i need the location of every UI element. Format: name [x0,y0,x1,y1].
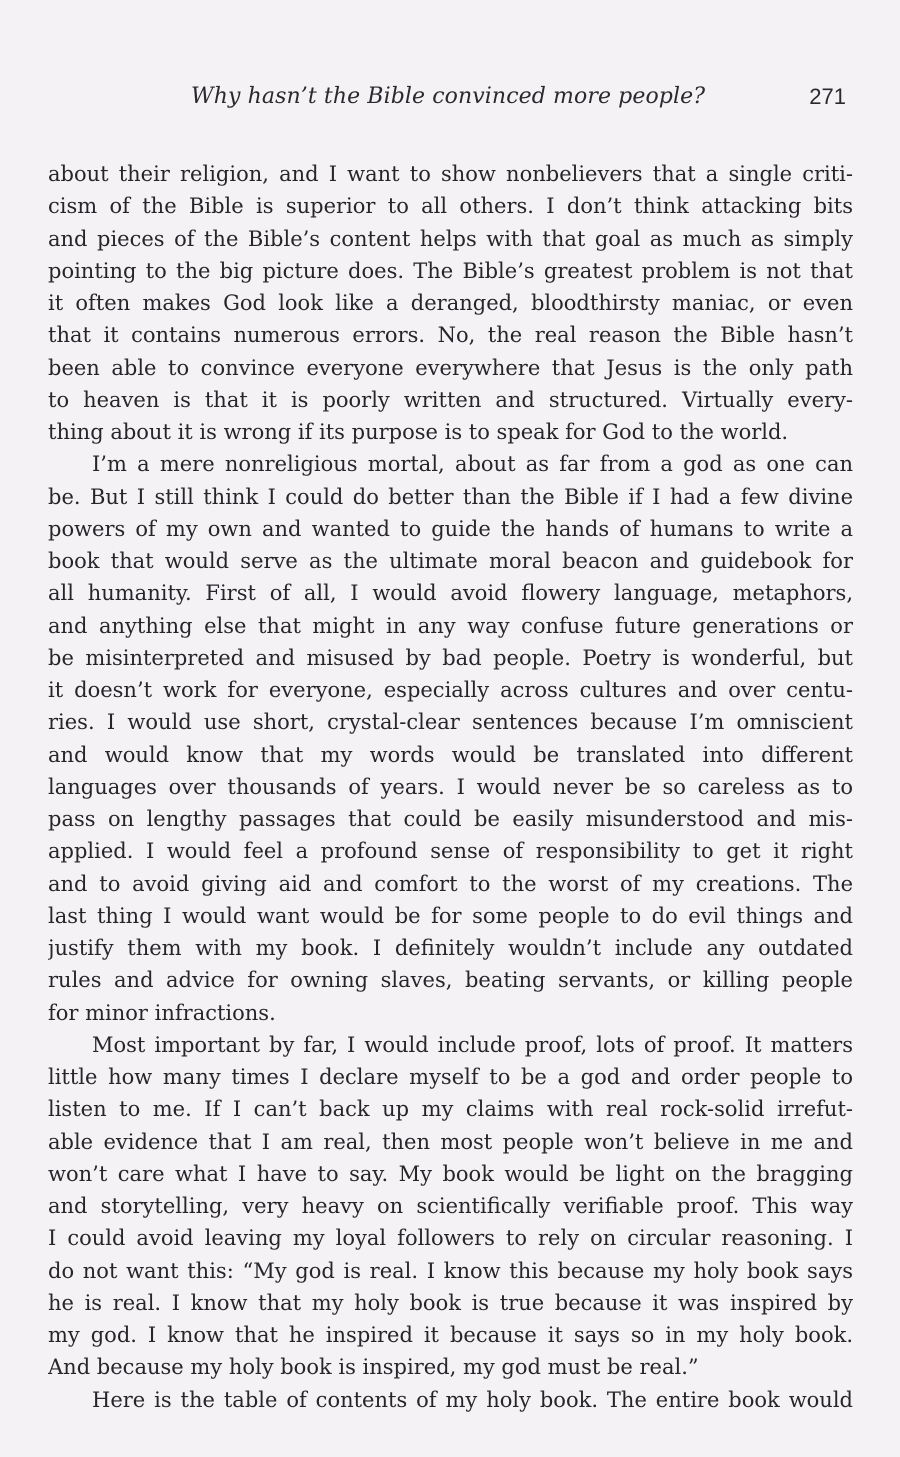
text-line: thing about it is wrong if its purpose is to speak for God to the world. [48,420,789,444]
text-line: all humanity. First of all, I would avoid flowery language, metaphors, [48,581,853,606]
text-line: about their religion, and I want to show nonbelievers that a single criti- [48,162,853,186]
text-line: last thing I would want would be for some people to do evil things and [48,903,853,928]
text-line: be. But I still think I could do better than the Bible if I had a few divine [48,484,853,509]
text-line: languages over thousands of years. I would never be so careless as to [48,774,853,799]
text-line: and storytelling, very heavy on scientifically verifiable proof. This way [48,1194,853,1218]
text-line: applied. I would feel a profound sense of responsibility to get it right [48,839,853,864]
paragraph [48,1029,853,1384]
text-line: little how many times I declare myself to be a god and order people to [48,1065,853,1089]
text-line: cism of the Bible is superior to all others. I don’t think attacking bits [48,194,853,219]
paragraph [48,448,853,1029]
text-line: do not want this: “My god is real. I know this because my holy book says [48,1258,853,1283]
text-line: Here is the table of contents of my holy book. The entire book would [92,1387,853,1412]
text-line: he is real. I know that my holy book is true because it was inspired by [48,1290,853,1315]
text-line: it often makes God look like a deranged, bloodthirsty maniac, or even [48,291,853,315]
text-line: listen to me. If I can’t back up my claims with real rock-solid irrefut- [48,1097,853,1122]
paragraph [48,1384,853,1416]
text-line: my god. I know that he inspired it because it says so in my holy book. [48,1323,853,1347]
text-line: book that would serve as the ultimate moral beacon and guidebook for [48,549,853,573]
text-line: that it contains numerous errors. No, the real reason the Bible hasn’t [48,323,853,348]
running-title: Why hasn’t the Bible convinced more people? [191,84,706,109]
text-line: rules and advice for owning slaves, beating servants, or killing people [48,968,853,993]
text-line: justify them with my book. I definitely wouldn’t include any outdated [48,936,853,960]
text-line: I could avoid leaving my loyal followers to rely on circular reasoning. I [48,1226,853,1251]
text-line: it doesn’t work for everyone, especially across cultures and over centu- [48,678,853,702]
text-line: ries. I would use short, crystal-clear sentences because I’m omniscient [48,710,853,735]
text-line: and would know that my words would be translated into different [48,742,853,767]
text-line: and anything else that might in any way confuse future generations or [48,613,853,638]
paragraph [48,158,853,448]
text-line: able evidence that I am real, then most people won’t believe in me and [48,1129,853,1154]
text-line: won’t care what I have to say. My book would be light on the bragging [48,1161,853,1186]
text-line: powers of my own and wanted to guide the hands of humans to write a [48,516,853,541]
text-line: and to avoid giving aid and comfort to the worst of my creations. The [48,871,853,896]
body-text [48,158,853,1416]
running-head [48,84,848,120]
text-line: pass on lengthy passages that could be easily misunderstood and mis- [48,807,853,831]
text-line: to heaven is that it is poorly written and structured. Virtually every- [48,387,853,412]
text-line: been able to convince everyone everywhere that Jesus is the only path [48,355,853,380]
text-line: be misinterpreted and misused by bad people. Poetry is wonderful, but [48,645,853,670]
text-line: I’m a mere nonreligious mortal, about as far from a god as one can [92,452,853,477]
text-line: Most important by far, I would include proof, lots of proof. It matters [92,1032,853,1057]
text-line: pointing to the big picture does. The Bible’s greatest problem is not that [48,258,853,283]
text-line: for minor infractions. [48,1000,276,1025]
page-number: 271 [809,84,846,109]
text-line: And because my holy book is inspired, my god must be real.” [48,1355,699,1380]
text-line: and pieces of the Bible’s content helps with that goal as much as simply [48,226,853,251]
